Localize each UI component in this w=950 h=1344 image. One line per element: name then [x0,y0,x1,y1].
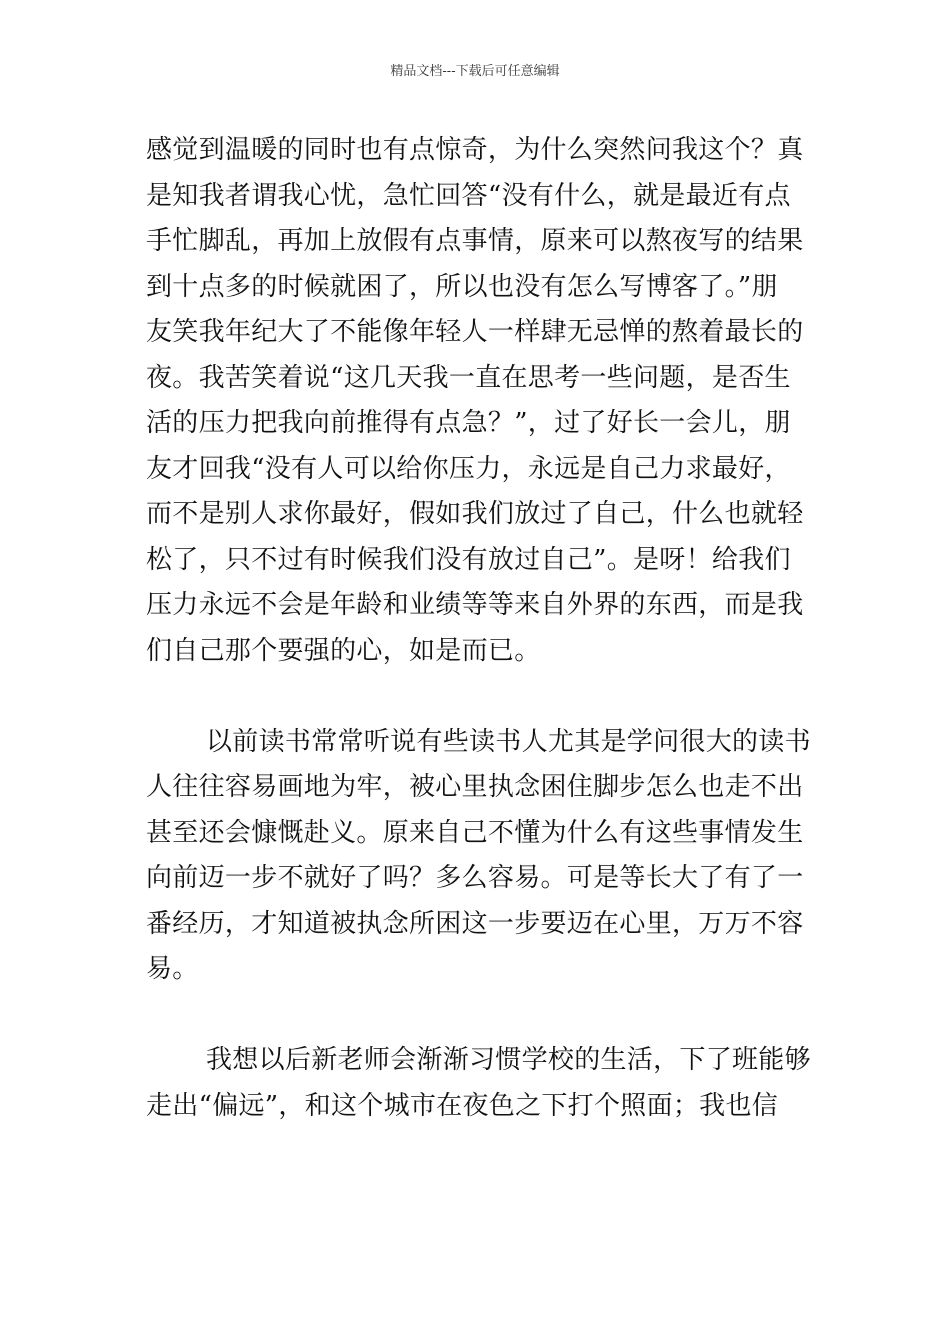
paragraph-spacer [146,993,810,1039]
text-line: 甚至还会慷慨赴义。原来自己不懂为什么有这些事情发生 [146,817,804,848]
paragraph-1 [146,128,810,674]
text-line: 以前读书常常听说有些读书人尤其是学问很大的读书 [206,726,811,757]
text-line: 人往往容易画地为牢，被心里执念困住脚步怎么也走不出 [146,772,804,802]
paragraph-2 [146,720,810,993]
text-line: 压力永远不会是年龄和业绩等等来自外界的东西，而是我 [146,590,804,620]
text-line: 向前迈一步不就好了吗？多么容易。可是等长大了有了一 [146,863,804,893]
text-line: 友才回我“没有人可以给你压力，永远是自己力求最好， [146,453,791,484]
text-line: 夜。我苦笑着说“这几天我一直在思考一些问题，是否生 [146,362,791,393]
text-line: 活的压力把我向前推得有点急？”，过了好长一会儿，朋 [146,408,791,438]
text-line: 松了，只不过有时候我们没有放过自己”。是呀！给我们 [146,544,791,575]
text-line: 易。 [146,954,199,984]
text-line: 友笑我年纪大了不能像年轻人一样肆无忌惮的熬着最长的 [146,317,804,347]
paragraph-spacer [146,674,810,720]
text-line: 手忙脚乱，再加上放假有点事情，原来可以熬夜写的结果 [146,226,804,256]
text-line: 我想以后新老师会渐渐习惯学校的生活，下了班能够 [206,1045,811,1075]
document-body [146,128,810,1129]
text-line: 走出“偏远”，和这个城市在夜色之下打个照面；我也信 [146,1090,779,1121]
text-line: 们自己那个要强的心，如是而已。 [146,635,541,666]
paragraph-3 [146,1038,810,1129]
text-line: 番经历，才知道被执念所困这一步要迈在心里，万万不容 [146,908,804,939]
page-header: 精品文档---下载后可任意编辑 [390,64,560,79]
text-line: 到十点多的时候就困了，所以也没有怎么写博客了。”朋 [146,271,778,302]
text-line: 是知我者谓我心忧，急忙回答“没有什么，就是最近有点 [146,180,791,211]
text-line: 感觉到温暖的同时也有点惊奇，为什么突然问我这个？真 [146,135,804,165]
text-line: 而不是别人求你最好，假如我们放过了自己，什么也就轻 [146,499,804,529]
